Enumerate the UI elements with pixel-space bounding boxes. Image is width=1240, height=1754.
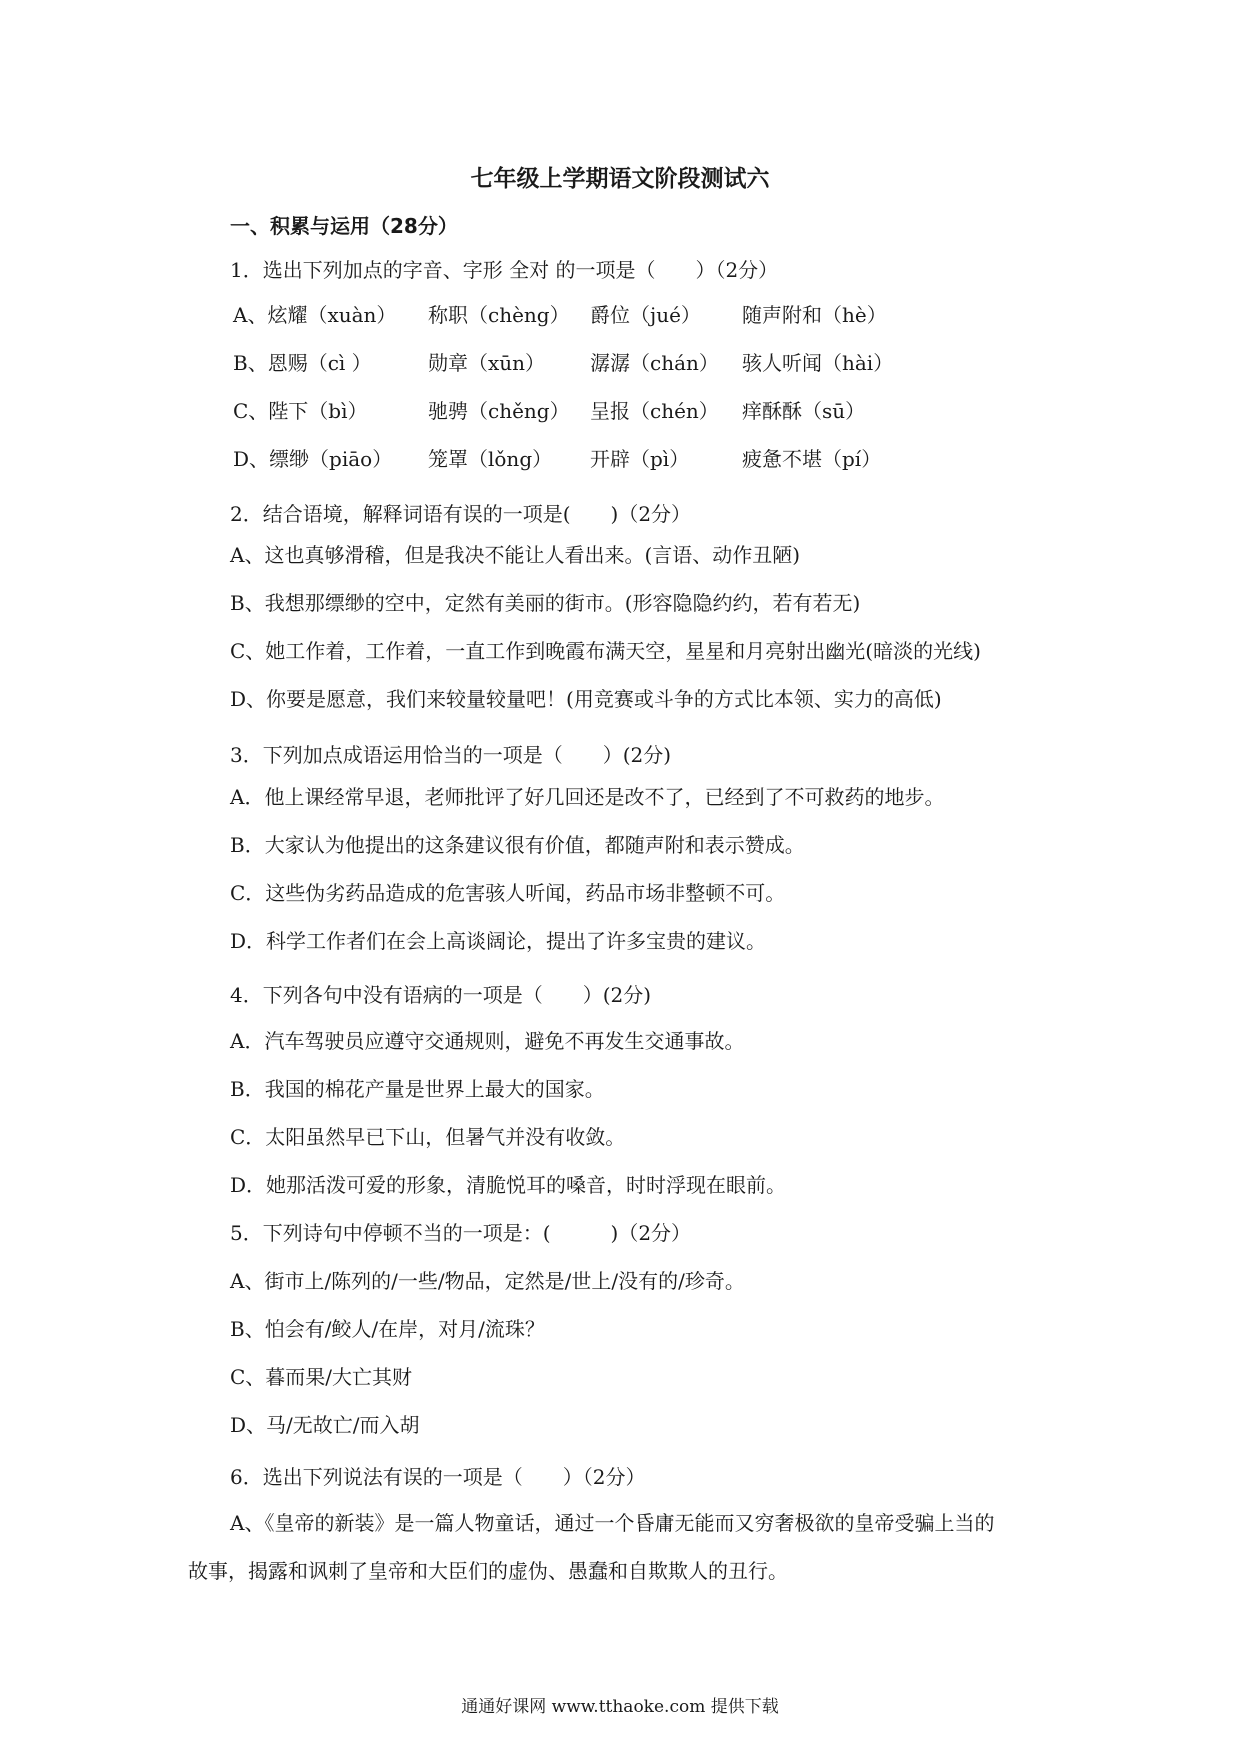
page-title: 七年级上学期语文阶段测试六 xyxy=(470,166,770,192)
q3-option-c: C．这些伪劣药品造成的危害骇人听闻，药品市场非整顿不可。 xyxy=(230,881,786,905)
q1-option-a-2: 称职（chèng） xyxy=(428,303,570,327)
q1-option-a-1: A、炫耀（xuàn） xyxy=(233,303,397,327)
q1-option-b-2: 勋章（xūn） xyxy=(428,351,546,375)
q1-option-b-1: B、恩赐（cì ） xyxy=(233,351,372,375)
q1-option-d-3: 开辟（pì） xyxy=(590,447,690,471)
q1-option-d-2: 笼罩（lǒng） xyxy=(428,447,553,471)
q5-option-b: B、怕会有/鲛人/在岸，对月/流珠？ xyxy=(230,1317,545,1341)
q4-option-c: C．太阳虽然早已下山，但暑气并没有收敛。 xyxy=(230,1125,626,1149)
q2-option-a: A、这也真够滑稽，但是我决不能让人看出来。(言语、动作丑陋) xyxy=(230,543,801,567)
q1-option-b-4: 骇人听闻（hài） xyxy=(742,351,894,375)
q6-option-a-line-1: A、《皇帝的新装》是一篇人物童话，通过一个昏庸无能而又穷奢极欲的皇帝受骗上当的 xyxy=(230,1511,995,1535)
question-2-stem: 2．结合语境，解释词语有误的一项是( )（2分） xyxy=(230,502,692,526)
q1-option-c-2: 驰骋（chěng） xyxy=(428,399,570,423)
q1-option-a-3: 爵位（jué） xyxy=(590,303,701,327)
q5-option-c: C、暮而果/大亡其财 xyxy=(230,1365,413,1389)
q4-option-b: B．我国的棉花产量是世界上最大的国家。 xyxy=(230,1077,605,1101)
q4-option-d: D．她那活泼可爱的形象，清脆悦耳的嗓音，时时浮现在眼前。 xyxy=(230,1173,787,1197)
q3-option-d: D．科学工作者们在会上高谈阔论，提出了许多宝贵的建议。 xyxy=(230,929,767,953)
q3-option-a: A．他上课经常早退，老师批评了好几回还是改不了，已经到了不可救药的地步。 xyxy=(230,785,945,809)
q3-option-b: B．大家认为他提出的这条建议很有价值，都随声附和表示赞成。 xyxy=(230,833,805,857)
section-heading: 一、积累与运用（28分） xyxy=(230,214,458,238)
q2-option-d: D、你要是愿意，我们来较量较量吧！(用竞赛或斗争的方式比本领、实力的高低) xyxy=(230,687,942,711)
q1-option-c-4: 痒酥酥（sū） xyxy=(742,399,866,423)
question-1-stem: 1．选出下列加点的字音、字形 全对 的一项是（ ）（2分） xyxy=(230,258,779,282)
q2-option-b: B、我想那缥缈的空中，定然有美丽的街市。(形容隐隐约约，若有若无) xyxy=(230,591,861,615)
q1-option-c-1: C、陛下（bì） xyxy=(233,399,368,423)
q4-option-a: A．汽车驾驶员应遵守交通规则，避免不再发生交通事故。 xyxy=(230,1029,745,1053)
question-4-stem: 4．下列各句中没有语病的一项是（ ）(2分) xyxy=(230,983,652,1007)
q5-option-d: D、马/无故亡/而入胡 xyxy=(230,1413,420,1437)
q1-option-c-3: 呈报（chén） xyxy=(590,399,719,423)
question-5-stem: 5．下列诗句中停顿不当的一项是：( )（2分） xyxy=(230,1221,692,1245)
page-footer: 通通好课网 www.tthaoke.com 提供下载 xyxy=(461,1697,779,1717)
q6-option-a-line-2: 故事，揭露和讽刺了皇帝和大臣们的虚伪、愚蠢和自欺欺人的丑行。 xyxy=(188,1559,788,1583)
q1-option-b-3: 潺潺（chán） xyxy=(590,351,719,375)
q1-option-d-4: 疲惫不堪（pí） xyxy=(742,447,882,471)
q2-option-c: C、她工作着，工作着，一直工作到晚霞布满天空，星星和月亮射出幽光(暗淡的光线) xyxy=(230,639,981,663)
q5-option-a: A、街市上/陈列的/一些/物品，定然是/世上/没有的/珍奇。 xyxy=(230,1269,745,1293)
question-6-stem: 6．选出下列说法有误的一项是（ ）（2分） xyxy=(230,1465,646,1489)
question-3-stem: 3．下列加点成语运用恰当的一项是（ ）(2分) xyxy=(230,743,672,767)
q1-option-d-1: D、缥缈（piāo） xyxy=(233,447,393,471)
q1-option-a-4: 随声附和（hè） xyxy=(742,303,887,327)
